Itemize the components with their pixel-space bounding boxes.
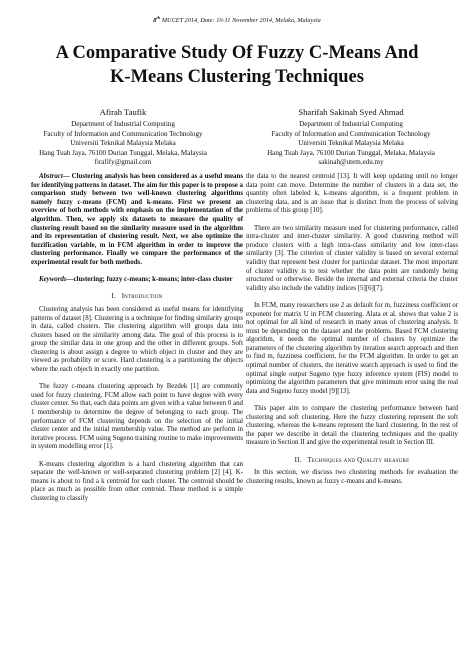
paragraph: the data to the nearest centroid [13]. It will keep updating until no longer data point can move. Determine the number of clusters in a data set, the quantity often labeled k, k-means algorithm, is a frequent problem in clustering data, and is an issue that is distinct from the process of solving problems of this group [10]. (246, 173, 458, 215)
paragraph: The fuzzy c-means clustering approach by Bezdek [1] are commonly used for fuzzy clustering. FCM allow each point to have degree with every cluster center. So that, each data points are given with a value between 0 and 1 membership to determine the degree of belonging to each group. The performance of FCM clustering depends on the selection of the initial cluster center and the initial membership value. The method are perform in iterative process. FCM using Sugeno training routine to make improvements in system modelling error [1]. (31, 383, 243, 451)
conference-number: 8 (153, 17, 157, 25)
paragraph: This paper aim to compare the clustering performance between hard clustering and soft clustering. Here the fuzzy clustering represent the soft clustering, whereas the k-means represent the hard clustering. In the rest of the paper we describe in detail the clustering techniques and the quality measure in Section II and give the experimental result in Section III. (246, 405, 458, 447)
keywords-label: Keywords (39, 276, 67, 284)
section-heading-introduction (31, 293, 243, 302)
section-numeral: I. (111, 293, 116, 301)
right-column (246, 173, 458, 486)
abstract-label: Abstract (39, 173, 63, 180)
paragraph: Clustering analysis has been considered as useful means for identifying patterns of dataset [8]. Clustering is a technique for finding similarity groups in data, called clusters. The clustering algorithm will groups data into clusters based on the similarity among data. The goal of this process is to group the similar data in one group and the other in different groups. Soft clustering is about assign a degree to which object in cluster and they are viewed as probability or score. Hard clustering is a partitioning the objects where the each objech in exactly one partition. (31, 305, 243, 374)
author-email: sakinah@utem.edu.my (318, 158, 384, 167)
section-title: Introduction (121, 293, 163, 301)
abstract-text: — Clustering analysis has been considered as a useful means for identifying patterns in dataset. The aim for this paper is to propose a comparison study between two well-known clustering algorithms namely fuzzy c-means (FCM) and k-means. First we present an overview of both methods with emphasis on the implementation of the algorithm. Then, we apply six datasets to measure the quality of clustering result based on the similarity measure used in the algorithm and its representation of clustering result. Next, we also optimize the fuzzification variable, m in FCM algorithm in order to improve the clustering performance. Finally we compare the performance of the experimental result for both methods. (31, 173, 243, 266)
paragraph: There are two similarity measure used for clustering performance, called intra-cluster and inter-cluster similarity. A good clustering method will produce clusters with a high intra-class similarity and low inter-class similarity [3]. The criterion of cluster validity is based on several external validity that represent best cluster for particular dataset. The most important of cluster validity is to test whether the data point are randomly being structured or otherwise. Beside the internal and external criteria the cluster validity also include the validity indices [5][6][7]. (246, 224, 458, 292)
author-name: Sharifah Sakinah Syed Ahmad (298, 107, 404, 117)
conference-details: MUCET 2014, Date: 10-11 November 2014, Melaka, Malaysia (160, 17, 321, 25)
paragraph: In this section, we discuss two clustering methods for evaluation the clustering results, known as fuzzy c-means and k-means. (246, 469, 458, 485)
author-email: firafify@gmail.com (94, 158, 152, 167)
author-address: Hang Tuah Jaya, 76100 Durian Tunggal, Melaka, Malaysia (39, 148, 207, 157)
section-title: Techniques and Quality measure (307, 456, 410, 464)
keywords (31, 276, 243, 285)
title-line-2: K-Means Clustering Techniques (110, 67, 364, 87)
author-university: Universiti Teknikal Malaysia Melaka (298, 139, 404, 148)
author-block-2 (246, 108, 456, 167)
author-address: Hang Tuah Jaya, 76100 Durian Tunggal, Melaka, Malaysia (267, 148, 435, 157)
paper-title (20, 41, 454, 89)
conference-header (0, 15, 474, 24)
author-faculty: Faculty of Information and Communication Technology (271, 129, 431, 138)
paragraph: K-means clustering algorithm is a hard clustering algorithm that can separate the well-known or well-separated clustering problem [2] [4]. K-means is about to find a k centroid for each cluster. The centroid should be place as much as possible from other centroid. These method is a simple clustering to classify (31, 460, 243, 502)
author-faculty: Faculty of Information and Communication Technology (43, 129, 203, 138)
ordinal-suffix: th (156, 15, 161, 20)
left-column (31, 173, 243, 504)
author-department: Department of Industrial Computing (299, 120, 403, 129)
abstract (31, 173, 243, 268)
section-numeral: II. (294, 456, 302, 464)
title-line-1: A Comparative Study Of Fuzzy C-Means And (55, 43, 419, 63)
author-department: Department of Industrial Computing (71, 120, 175, 129)
author-name: Afirah Taufik (99, 107, 147, 117)
paragraph: In FCM, many researchers use 2 as default for m, fuzziness coefficient or exponent for matrix U in FCM clustering. Alata et al. shows that value 2 is not optimal for all kind of research in many areas of clustering analysis. It must be depending on the dataset and the problems. Based FCM clustering algorithm, it needs the optimal number of clusters by optimize the parameters of the clustering algorithm by iteration search approach and then to find m, fuzziness coefficient, for the FCM algorithm. In order to get an optimal number of clusters, the iterative search approach is used to find the optimal single output Sugeno type fuzzy inference system (FIS) model to optimizing the algorithm parameters that give minimum error using the real data and Sugeno fuzzy model [9][13]. (246, 301, 458, 395)
section-heading-techniques (246, 457, 458, 466)
keywords-text: —clustering; fuzzy c-means; k-means; inter-class cluster (66, 276, 233, 284)
author-block-1 (18, 108, 228, 167)
author-university: Universiti Teknikal Malaysia Melaka (70, 139, 176, 148)
